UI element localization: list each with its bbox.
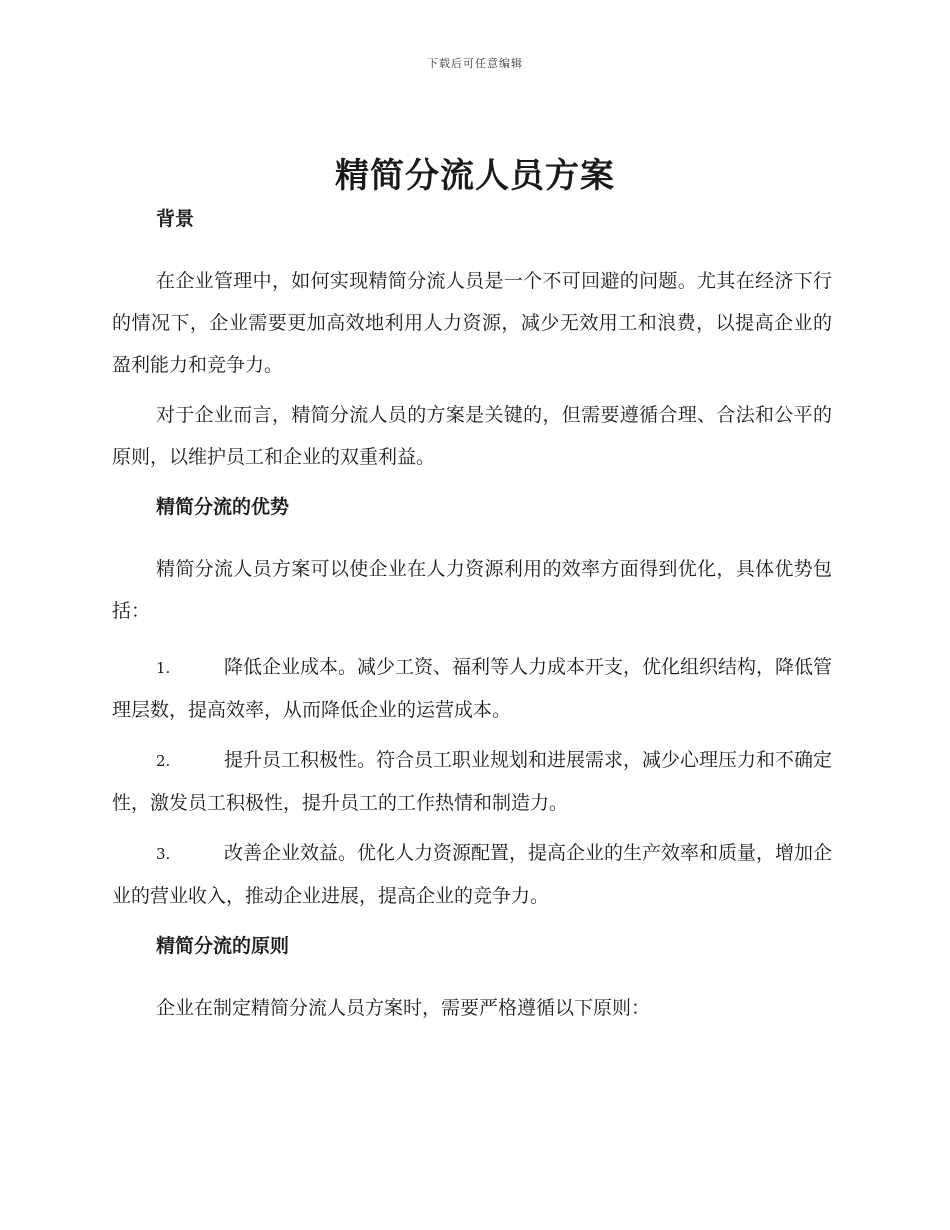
list-item [112,646,832,731]
list-item-text: 改善企业效益。优化人力资源配置，提高企业的生产效率和质量，增加企业的营业收入，推动企业进展，提高企业的竞争力。 [112,842,833,907]
paragraph: 对于企业而言，精简分流人员的方案是关键的，但需要遵循合理、合法和公平的原则，以维护员工和企业的双重利益。 [112,404,832,468]
list-item-text: 降低企业成本。减少工资、福利等人力成本开支，优化组织结构，降低管理层数，提高效率，从而降低企业的运营成本。 [112,656,833,721]
list-number: 1. [156,659,171,677]
list-item [112,739,832,824]
section-heading-background: 背景 [156,208,195,230]
page-header-note: 下载后可任意编辑 [427,57,523,70]
list-item-text: 提升员工积极性。符合员工职业规划和进展需求，减少心理压力和不确定性，激发员工积极性，提升员工的工作热情和制造力。 [112,749,833,814]
document-body [112,204,832,1037]
paragraph: 精简分流人员方案可以使企业在人力资源利用的效率方面得到优化，具体优势包括： [112,558,832,622]
section-heading-advantages: 精简分流的优势 [156,496,290,518]
list-item [112,832,832,917]
paragraph: 在企业管理中，如何实现精简分流人员是一个不可回避的问题。尤其在经济下行的情况下，企业需要更加高效地利用人力资源，减少无效用工和浪费，以提高企业的盈利能力和竞争力。 [112,270,832,376]
document-title: 精简分流人员方案 [335,156,615,196]
section-heading-principles: 精简分流的原则 [156,935,290,957]
list-number: 3. [156,845,171,863]
list-number: 2. [156,752,171,770]
paragraph: 企业在制定精简分流人员方案时，需要严格遵循以下原则： [156,997,651,1019]
